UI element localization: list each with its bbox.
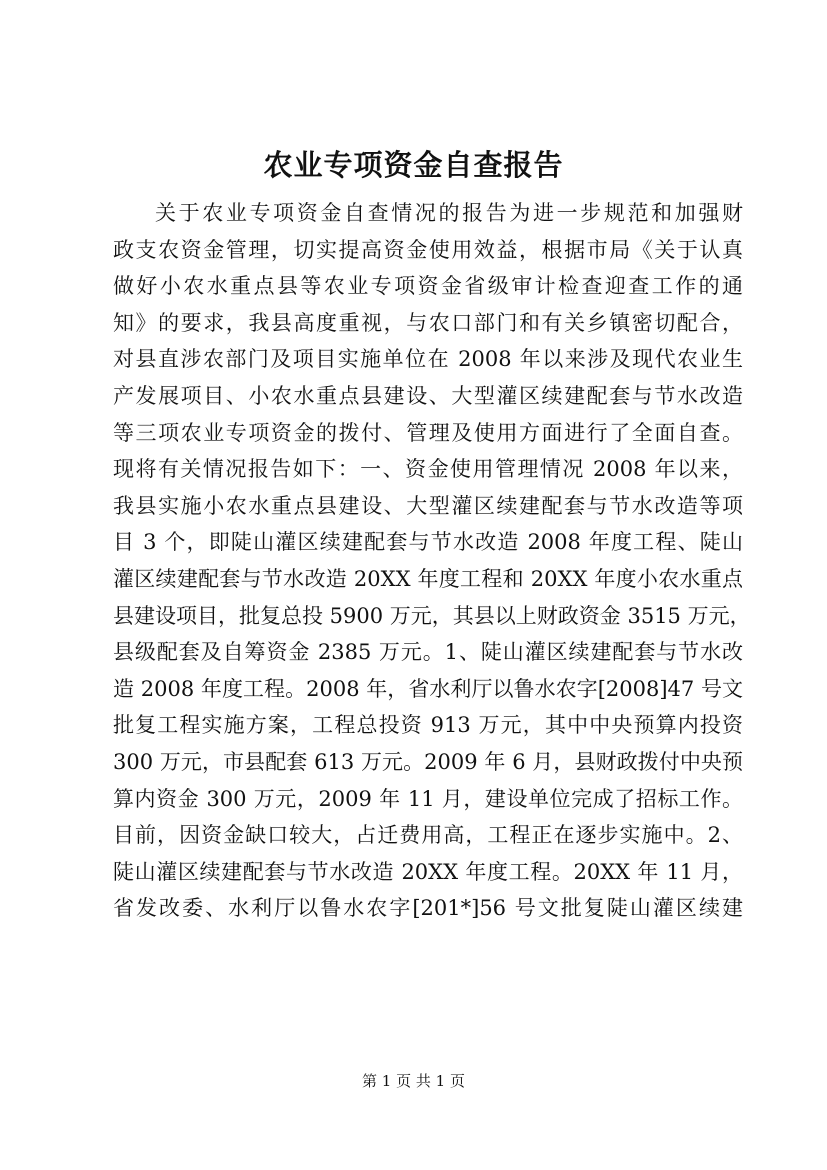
body-line: 造 2008 年度工程。2008 年，省水利厅以鲁水农字[2008]47 号文: [113, 676, 743, 701]
body-line: 知》的要求，我县高度重视，与农口部门和有关乡镇密切配合，: [113, 310, 743, 335]
body-line: 关于农业专项资金自查情况的报告为进一步规范和加强财: [155, 201, 743, 225]
body-line: 目 3 个，即陡山灌区续建配套与节水改造 2008 年度工程、陡山: [113, 530, 743, 555]
body-line: 灌区续建配套与节水改造 20XX 年度工程和 20XX 年度小农水重点: [113, 566, 743, 591]
document-title: 农业专项资金自查报告: [263, 148, 564, 182]
body-line: 对县直涉农部门及项目实施单位在 2008 年以来涉及现代农业生: [113, 347, 743, 372]
body-line: 算内资金 300 万元，2009 年 11 月，建设单位完成了招标工作。: [113, 786, 743, 811]
body-line: 政支农资金管理，切实提高资金使用效益，根据市局《关于认真: [113, 237, 743, 262]
body-line: 300 万元，市县配套 613 万元。2009 年 6 月，县财政拨付中央预: [113, 749, 743, 774]
body-line: 现将有关情况报告如下：一、资金使用管理情况 2008 年以来，: [113, 457, 743, 482]
body-line: 省发改委、水利厅以鲁水农字[201*]56 号文批复陡山灌区续建: [113, 896, 743, 921]
document-body: [113, 195, 751, 927]
body-line: 批复工程实施方案，工程总投资 913 万元，其中中央预算内投资: [113, 713, 743, 738]
body-line: 我县实施小农水重点县建设、大型灌区续建配套与节水改造等项: [113, 493, 743, 518]
body-line: 陡山灌区续建配套与节水改造 20XX 年度工程。20XX 年 11 月，: [113, 859, 743, 884]
body-line: 等三项农业专项资金的拨付、管理及使用方面进行了全面自查。: [113, 420, 743, 445]
body-line: 目前，因资金缺口较大，占迁费用高，工程正在逐步实施中。2、: [113, 823, 743, 848]
body-line: 做好小农水重点县等农业专项资金省级审计检查迎查工作的通: [113, 274, 743, 299]
page-number-footer: 第 1 页 共 1 页: [362, 1072, 465, 1090]
body-line: 县建设项目，批复总投 5900 万元，其县以上财政资金 3515 万元，: [113, 603, 751, 628]
body-line: 产发展项目、小农水重点县建设、大型灌区续建配套与节水改造: [113, 383, 743, 408]
body-line: 县级配套及自筹资金 2385 万元。1、陡山灌区续建配套与节水改: [113, 640, 743, 665]
